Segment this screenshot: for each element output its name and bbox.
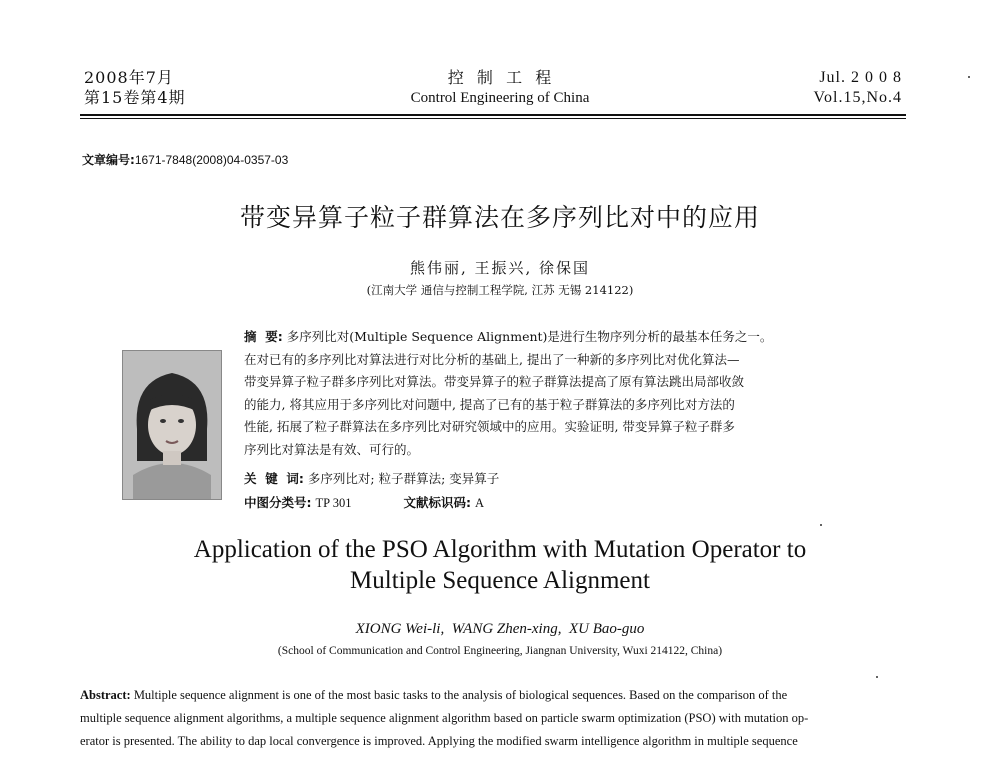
abstract-en <box>80 684 912 753</box>
abstract-en-text: Multiple sequence alignment is one of the most basic tasks to the analysis of biological sequences. Based on the comparison of the <box>133 688 788 702</box>
affiliation-cn: (江南大学 通信与控制工程学院, 江苏 无锡 214122) <box>366 283 634 297</box>
clc-value: TP 301 <box>315 496 352 510</box>
scan-speck <box>968 76 970 78</box>
paper-title-en <box>0 534 1000 596</box>
abstract-cn-line <box>244 326 884 349</box>
journal-title-cn: 控 制 工 程 <box>447 68 553 87</box>
abstract-cn-line: 序列比对算法是有效、可行的。 <box>244 441 420 457</box>
header-volume-en: Vol.15,No.4 <box>813 89 902 106</box>
abstract-en-label: Abstract: <box>80 688 131 702</box>
doc-code-label: 文献标识码: <box>403 495 471 510</box>
abstract-cn-text: 多序列比对(Multiple Sequence Alignment)是进行生物序列分析的最基本任务之一。 <box>286 329 773 344</box>
scan-speck <box>876 676 878 678</box>
affiliation-en: (School of Communication and Control Engineering, Jiangnan University, Wuxi 214122, China) <box>277 645 723 657</box>
abstract-en-line: erator is presented. The ability to dap local convergence is improved. Applying the modified swarm intelligence algorithm in multiple sequence <box>80 734 798 748</box>
classification-cn <box>244 492 484 514</box>
paper-title-cn: 带变异算子粒子群算法在多序列比对中的应用 <box>239 203 760 232</box>
keywords-cn-label: 关 键 词: <box>244 471 304 486</box>
doc-code-value: A <box>474 496 484 510</box>
header-rule-thick <box>80 114 906 116</box>
header-date-cn: 2008年7月 <box>84 68 174 87</box>
abstract-en-line: multiple sequence alignment algorithms, a multiple sequence alignment algorithm based on particle swarm optimization (PSO) with mutation op- <box>80 711 809 725</box>
header-right <box>814 68 903 108</box>
header-volume-cn: 第15卷第4期 <box>84 88 186 107</box>
clc-label: 中图分类号: <box>244 495 312 510</box>
author-photo <box>122 350 222 500</box>
abstract-en-line <box>80 684 912 707</box>
keywords-cn <box>244 468 499 490</box>
author-portrait-image <box>123 351 221 499</box>
authors-en: XIONG Wei-li, WANG Zhen-xing, XU Bao-guo <box>355 621 645 637</box>
abstract-cn-label: 摘 要: <box>244 329 283 344</box>
paper-title-en-line2: Multiple Sequence Alignment <box>350 567 650 594</box>
header-rule-thin <box>80 118 906 119</box>
abstract-cn <box>244 326 884 461</box>
abstract-cn-line: 性能, 拓展了粒子群算法在多序列比对研究领域中的应用。实验证明, 带变异算子粒子群多 <box>244 419 735 434</box>
header-date-en: Jul. 2 0 0 8 <box>819 69 902 86</box>
article-number-value: 1671-7848(2008)04-0357-03 <box>134 153 289 167</box>
article-number-label: 文章编号: <box>82 153 135 167</box>
keywords-cn-value: 多序列比对; 粒子群算法; 变异算子 <box>307 471 500 486</box>
authors-cn: 熊伟丽, 王振兴, 徐保国 <box>409 259 591 277</box>
scan-speck <box>820 524 822 526</box>
article-number <box>82 151 288 168</box>
abstract-cn-line: 带变异算子粒子群多序列比对算法。带变异算子的粒子群算法提高了原有算法跳出局部收敛 <box>244 374 745 389</box>
abstract-cn-line: 在对已有的多序列比对算法进行对比分析的基础上, 提出了一种新的多序列比对优化算法— <box>244 351 740 367</box>
abstract-cn-line: 的能力, 将其应用于多序列比对问题中, 提高了已有的基于粒子群算法的多序列比对方法的 <box>244 396 735 412</box>
paper-title-en-line1: Application of the PSO Algorithm with Mutation Operator to <box>193 536 807 563</box>
journal-title-en: Control Engineering of China <box>410 90 590 106</box>
